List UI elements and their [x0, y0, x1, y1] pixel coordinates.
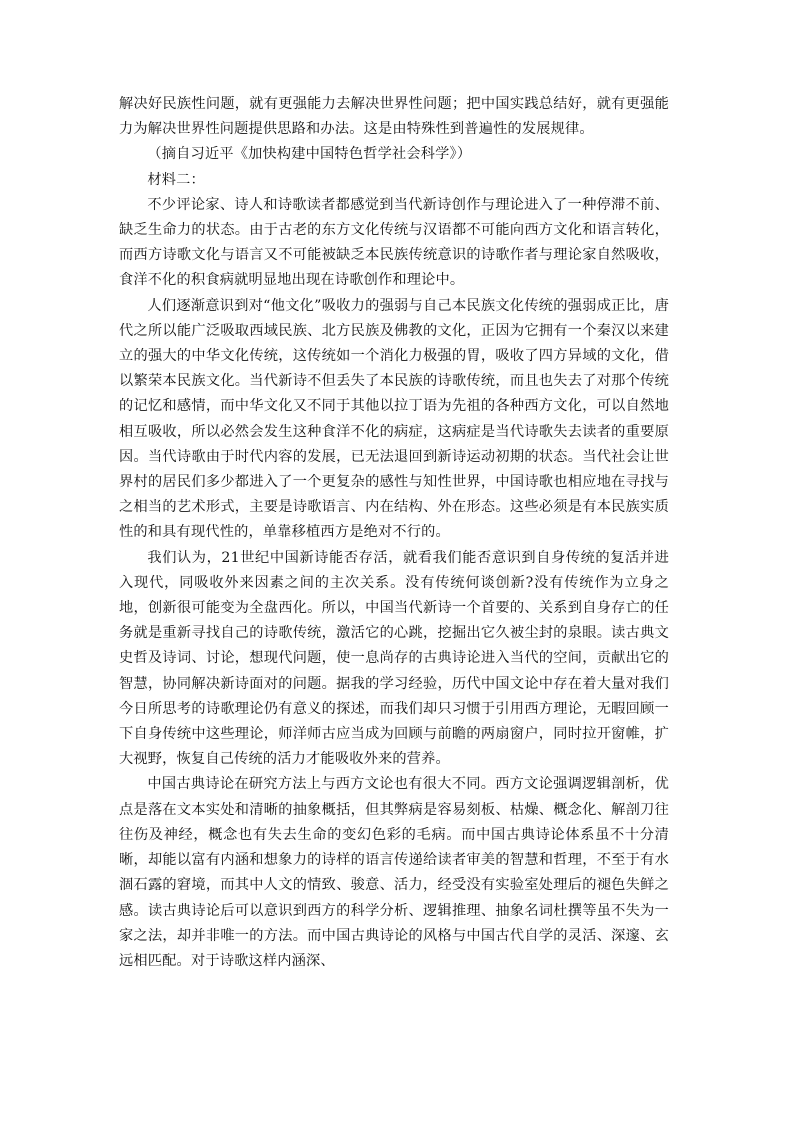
paragraph-material-two-heading: 材料二： — [147, 171, 205, 188]
paragraph-body-2: 人们逐渐意识到对“他文化”吸收力的强弱与自己本民族文化传统的强弱成正比，唐代之所以能广泛吸取西域民族、北方民族及佛教的文化，正因为它拥有一个秦汉以来建立的强大的中华文化传统，这传统如一个消化力极强的胃，吸收了四方异域的文化，借以繁荣本民族文化。当代新诗不但丢失了本民族的诗歌传统，而且也失去了对那个传统的记忆和感情，而中华文化又不同于其他以拉丁语为先祖的各种西方文化，可以自然地相互吸收，所以必然会发生这种食洋不化的病症，这病症是当代诗歌失去读者的重要原因。当代诗歌由于时代内容的发展，已无法退回到新诗运动初期的状态。当代社会让世界村的居民们多少都进入了一个更复杂的感性与知性世界，中国诗歌也相应地在寻找与之相当的艺术形式，主要是诗歌语言、内在结构、外在形态。这些必须是有本民族实质性的和具有现代性的，单靠移植西方是绝对不行的。 — [119, 297, 669, 541]
document-page — [119, 92, 669, 974]
paragraph-body-3: 我们认为，21世纪中国新诗能否存活，就看我们能否意识到自身传统的复活并进入现代，同吸收外来因素之间的主次关系。没有传统何谈创新?没有传统作为立身之地，创新很可能变为全盘西化。所以，中国当代新诗一个首要的、关系到自身存亡的任务就是重新寻找自己的诗歌传统，激活它的心跳，挖掘出它久被尘封的泉眼。读古典文史哲及诗词、讨论，想现代问题，使一息尚存的古典诗论进入当代的空间，贡献出它的智慧，协同解决新诗面对的问题。据我的学习经验，历代中国文论中存在着大量对我们今日所思考的诗歌理论仍有意义的探述，而我们却只习惯于引用西方理论，无暇回顾一下自身传统中这些理论，师洋师古应当成为回顾与前瞻的两扇窗户，同时拉开窗帷，扩大视野，恢复自己传统的活力才能吸收外来的营养。 — [119, 549, 669, 768]
paragraph-body-4: 中国古典诗论在研究方法上与西方文论也有很大不同。西方文论强调逻辑剖析，优点是落在文本实处和清晰的抽象概括，但其弊病是容易刻板、枯燥、概念化、解剖刀往往伤及神经，概念也有失去生命的变幻色彩的毛病。而中国古典诗论体系虽不十分清晰，却能以富有内涵和想象力的诗样的语言传递给读者审美的智慧和哲理，不至于有水涸石露的窘境，而其中人文的情致、骏意、活力，经受没有实验室处理后的褪色失鲜之感。读古典诗论后可以意识到西方的科学分析、逻辑推理、抽象名词杜撰等虽不失为一家之法，却并非唯一的方法。而中国古典诗论的风格与中国古代自学的灵活、深邃、玄远相匹配。对于诗歌这样内涵深、 — [119, 776, 669, 969]
paragraph-body-1: 不少评论家、诗人和诗歌读者都感觉到当代新诗创作与理论进入了一种停滞不前、缺乏生命力的状态。由于古老的东方文化传统与汉语都不可能向西方文化和语言转化，而西方诗歌文化与语言又不可能被缺乏本民族传统意识的诗歌作者与理论家自然吸收，食洋不化的积食病就明显地出现在诗歌创作和理论中。 — [119, 196, 669, 289]
paragraph-citation: （摘自习近平《加快构建中国特色哲学社会科学》） — [147, 146, 472, 163]
paragraph-intro-continuation: 解决好民族性问题，就有更强能力去解决世界性问题；把中国实践总结好，就有更强能力为解决世界性问题提供思路和办法。这是由特殊性到普遍性的发展规律。 — [119, 96, 669, 138]
